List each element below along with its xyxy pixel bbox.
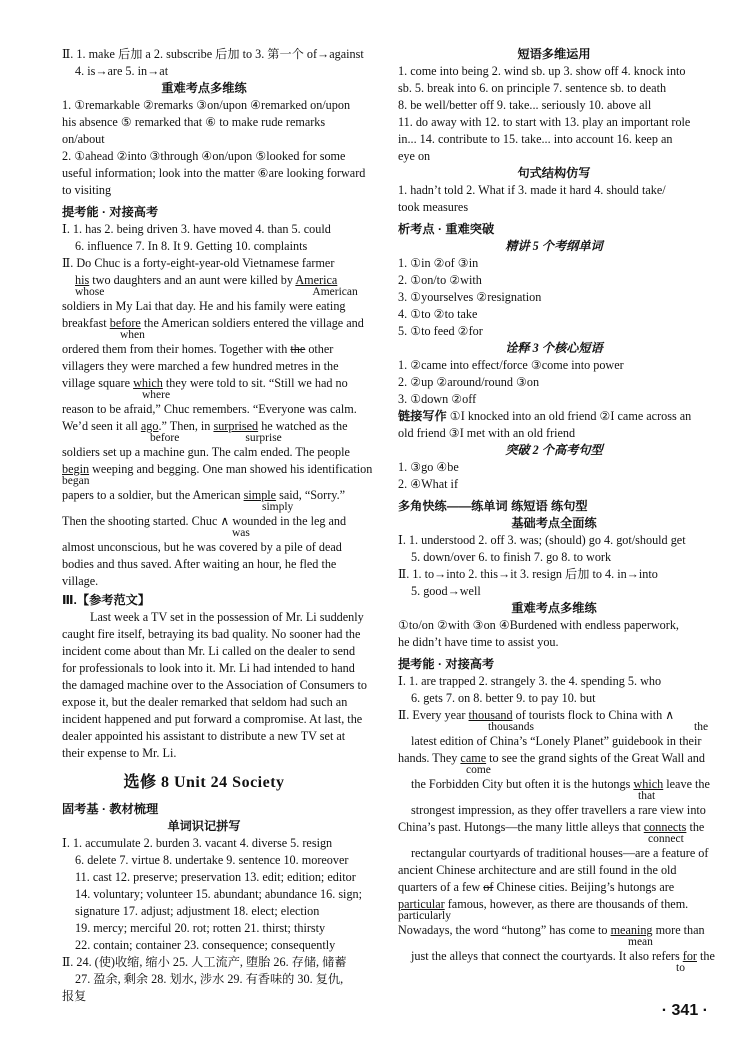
text-line [398, 879, 710, 896]
text-span: hands. They [398, 751, 458, 765]
text-line: 6. gets 7. on 8. better 9. to pay 10. but [411, 691, 596, 705]
text-line: Ⅰ. 1. has 2. being driven 3. have moved 4. than 5. could [62, 222, 331, 236]
correction: come [466, 764, 491, 776]
text-line: 1. hadn’t told 2. What if 3. made it hard 4. should take/ [398, 183, 666, 197]
text-line [398, 408, 710, 425]
section-heading: 提考能 · 对接高考 [62, 205, 159, 219]
error-word: begin [62, 462, 90, 476]
text-span: village square [62, 376, 131, 390]
text-line: rectangular courtyards of traditional houses—are a feature of [411, 846, 709, 860]
text-line: the damaged machine over to the Association of Consumers to [62, 678, 367, 692]
text-line: Ⅱ. 24. (使)收缩, 缩小 25. 人工流产, 堕胎 26. 存储, 储蓄 [62, 955, 347, 969]
text-span: .” Then, in [158, 419, 211, 433]
text-span: breakfast [62, 316, 107, 330]
text-line: 6. delete 7. virtue 8. undertake 9. sentence 10. moreover [75, 853, 349, 867]
text-line [62, 487, 346, 504]
correction: where [142, 389, 171, 401]
text-line: their expense to Mr. Li. [62, 746, 177, 760]
section-heading: 多角快练——练单词 练短语 练句型 [398, 499, 588, 513]
error-word: meaning [610, 923, 653, 937]
text-line [62, 341, 346, 358]
text-line: 2. ②up ②around/round ③on [398, 375, 540, 389]
text-line: Ⅱ. Do Chuc is a forty-eight-year-old Vietnamese farmer [62, 256, 335, 270]
subsection-heading: 精讲 5 个考纲单词 [505, 239, 603, 253]
text-line: villagers they were marched a few hundred metres in the [62, 359, 339, 373]
text-span: China’s past. Hutongs—the many little alleys that [398, 820, 641, 834]
correction: when [120, 329, 145, 341]
text-line: reason to be afraid,” Chuc remembers. “Everyone was calm. [62, 402, 357, 416]
text-span: the [700, 949, 715, 963]
section-heading: 固考基 · 教材梳理 [62, 802, 159, 816]
text-span: other [308, 342, 334, 356]
error-word: particular [398, 897, 445, 911]
text-line: to visiting [62, 183, 112, 197]
text-span: We’d seen it all [62, 419, 138, 433]
correction: connect [648, 833, 684, 845]
correction: before [150, 432, 180, 444]
text-line: for professionals to look into it. Mr. Li had intended to hand [62, 661, 355, 675]
text-line: almost unconscious, but he was covered by a pile of dead [62, 540, 342, 554]
error-word: America [295, 273, 338, 287]
text-line [398, 922, 710, 939]
text-line: strongest impression, as they offer travellers a rare view into [411, 803, 706, 817]
text-line: useful information; look into the matter ⑥are looking forward [62, 166, 366, 180]
text-line: expose it, but the dealer remarked that seldom had such an [62, 695, 348, 709]
text-line [62, 315, 364, 332]
error-word: his [75, 273, 90, 287]
text-line: 4. is→are 5. in→at [75, 64, 169, 78]
correction: American [312, 286, 358, 298]
left-column [62, 46, 373, 1005]
text-line: 11. cast 12. preserve; preservation 13. edit; edition; editor [75, 870, 356, 884]
subsection-heading: 重难考点多维练 [161, 81, 247, 95]
text-span: they were told to sit. “Still we had no [165, 376, 348, 390]
text-line [62, 461, 373, 478]
text-line: 3. ①yourselves ②resignation [398, 290, 542, 304]
text-line: 报复 [62, 989, 87, 1003]
subsection-heading: 突破 2 个高考句型 [505, 443, 603, 457]
text-line: 3. ①down ②off [398, 392, 477, 406]
text-span: leave the [666, 777, 710, 791]
page-number: · 341 · [661, 1002, 708, 1019]
text-line: 5. good→well [411, 584, 481, 598]
subsection-heading: 句式结构仿写 [517, 166, 591, 180]
deleted-word: of [483, 880, 494, 894]
text-line: incident come about than Mr. Li called on the dealer to send [62, 644, 356, 658]
text-line: eye on [398, 149, 431, 163]
correction-line [62, 286, 358, 298]
text-line [398, 750, 710, 767]
text-line: dealer appointed his assistant to distribute a new TV set at [62, 729, 346, 743]
text-span: the [689, 820, 705, 834]
text-line: Last week a TV set in the possession of Mr. Li suddenly [90, 610, 364, 624]
error-word: thousand [468, 708, 513, 722]
subsection-heading: 诠释 3 个核心短语 [505, 341, 603, 355]
text-line: 11. do away with 12. to start with 13. play an important role [398, 115, 691, 129]
correction: simply [262, 501, 294, 513]
text-line: Then the shooting started. Chuc ∧ wounded in the leg and [62, 514, 347, 528]
text-span: said, “Sorry.” [279, 488, 346, 502]
correction: to [676, 962, 685, 974]
text-line: 6. influence 7. In 8. It 9. Getting 10. complaints [75, 239, 308, 253]
text-line: 1. ①in ②of ③in [398, 256, 479, 270]
text-line: 27. 盈余, 剩余 28. 划水, 涉水 29. 有香味的 30. 复仇, [75, 972, 344, 986]
text-line: caught fire itself, betraying its bad quality. No sooner had the [62, 627, 361, 641]
correction: whose [75, 286, 105, 298]
text-span: he watched as the [261, 419, 348, 433]
text-line: 4. ①to ②to take [398, 307, 478, 321]
text-span: the American soldiers entered the village and [143, 316, 364, 330]
text-span: two daughters and an aunt were killed by [92, 273, 293, 287]
text-line: he didn’t have time to assist you. [398, 635, 559, 649]
text-line: bodies and thus saved. After waiting an hour, he fled the [62, 557, 337, 571]
text-line [62, 375, 346, 392]
text-span: weeping and begging. One man showed his identification [92, 462, 373, 476]
text-line: sb. 5. break into 6. on principle 7. sentence sb. to death [398, 81, 667, 95]
text-line: in... 14. contribute to 15. take... into account 16. keep an [398, 132, 673, 146]
text-line: 19. mercy; merciful 20. rot; rotten 21. thirst; thirsty [75, 921, 326, 935]
text-span: to see the grand sights of the Great Wall and [489, 751, 705, 765]
text-line: Ⅱ. 1. to→into 2. this→it 3. resign 后加 to 4. in→into [398, 567, 658, 581]
text-line: 2. ①ahead ②into ③through ④on/upon ⑤looked for some [62, 149, 346, 163]
text-line: old friend ③I met with an old friend [398, 426, 576, 440]
text-line: 1. ①remarkable ②remarks ③on/upon ④remarked on/upon [62, 98, 351, 112]
text-span: Nowadays, the word “hutong” has come to [398, 923, 608, 937]
text-span: Chinese cities. Beijing’s hutongs are [496, 880, 675, 894]
text-line: 1. ②came into effect/force ③come into power [398, 358, 624, 372]
error-word: came [460, 751, 487, 765]
text-line: took measures [398, 200, 469, 214]
label: 链接写作 [398, 409, 447, 423]
error-word: ago [140, 419, 159, 433]
correction: the [694, 721, 709, 733]
text-line: village. [62, 574, 99, 588]
error-word: for [682, 949, 697, 963]
text-span: ①I knocked into an old friend ②I came across an [449, 409, 692, 423]
text-line: Ⅱ. 1. make 后加 a 2. subscribe 后加 to 3. 第一个 of→against [62, 47, 364, 61]
text-line: 5. down/over 6. to finish 7. go 8. to work [411, 550, 612, 564]
text-line: 8. be well/better off 9. take... seriously 10. above all [398, 98, 652, 112]
text-line: Ⅰ. 1. understood 2. off 3. was; (should) go 4. got/should get [398, 533, 686, 547]
text-span: more than [655, 923, 705, 937]
text-line: incident happened and put forward a compromise. At last, the [62, 712, 363, 726]
error-word: before [109, 316, 141, 330]
text-line: ①to/on ②with ③on ④Burdened with endless paperwork, [398, 618, 679, 632]
correction: was [232, 527, 250, 539]
text-line: 14. voluntary; volunteer 15. abundant; abundance 16. sign; [75, 887, 363, 901]
error-word: which [633, 777, 664, 791]
section-heading: 析考点 · 重难突破 [398, 222, 495, 236]
text-span: famous, however, as there are thousands of them. [447, 897, 689, 911]
text-line: 22. contain; container 23. consequence; consequently [75, 938, 336, 952]
text-line: 1. ③go ④be [398, 460, 459, 474]
text-span: papers to a soldier, but the American [62, 488, 241, 502]
deleted-word: the [290, 342, 306, 356]
error-word: connects [643, 820, 687, 834]
correction: surprise [245, 432, 282, 444]
text-span: the Forbidden City but often it is the hutongs [411, 777, 631, 791]
text-span: Ⅱ. Every year [398, 708, 466, 722]
correction: particularly [398, 910, 452, 922]
text-span: ordered them from their homes. Together with [62, 342, 288, 356]
text-line: Ⅰ. 1. accumulate 2. burden 3. vacant 4. diverse 5. resign [62, 836, 333, 850]
text-line: soldiers set up a machine gun. The calm ended. The people [62, 445, 350, 459]
correction: that [638, 790, 656, 802]
unit-title: 选修 8 Unit 24 Society [123, 774, 285, 791]
correction: mean [628, 936, 653, 948]
right-column [398, 46, 715, 974]
text-line: latest edition of China’s “Lonely Planet” guidebook in their [411, 734, 702, 748]
text-line: 2. ④What if [398, 477, 458, 491]
text-line: ancient Chinese architecture and are still found in the old [398, 863, 677, 877]
text-line: on/about [62, 132, 105, 146]
error-word: which [133, 376, 163, 390]
correction: began [62, 475, 90, 487]
section-heading: 提考能 · 对接高考 [398, 657, 495, 671]
text-line [398, 948, 715, 965]
text-line: 1. come into being 2. wind sb. up 3. show off 4. knock into [398, 64, 686, 78]
error-word: simple [243, 488, 277, 502]
text-line [398, 776, 710, 793]
correction: thousands [488, 721, 534, 733]
text-line: 5. ①to feed ②for [398, 324, 483, 338]
text-line: 2. ①on/to ②with [398, 273, 482, 287]
text-line: soldiers in My Lai that day. He and his family were eating [62, 299, 346, 313]
text-line: Ⅰ. 1. are trapped 2. strangely 3. the 4. spending 5. who [398, 674, 662, 688]
text-span: of tourists flock to China with ∧ [515, 708, 675, 722]
subsection-heading: 基础考点全面练 [511, 516, 597, 530]
subsection-heading: 短语多维运用 [517, 47, 591, 61]
text-span: just the alleys that connect the courtyards. It also refers [411, 949, 680, 963]
subsection-heading: 重难考点多维练 [511, 601, 597, 615]
section-heading: Ⅲ.【参考范文】 [62, 593, 151, 607]
subsection-heading: 单词识记拼写 [167, 819, 241, 833]
error-word: surprised [213, 419, 259, 433]
text-span: quarters of a few [398, 880, 481, 894]
text-line: signature 17. adjust; adjustment 18. elect; election [75, 904, 320, 918]
text-line: his absence ⑤ remarked that ⑥ to make rude remarks [62, 115, 326, 129]
